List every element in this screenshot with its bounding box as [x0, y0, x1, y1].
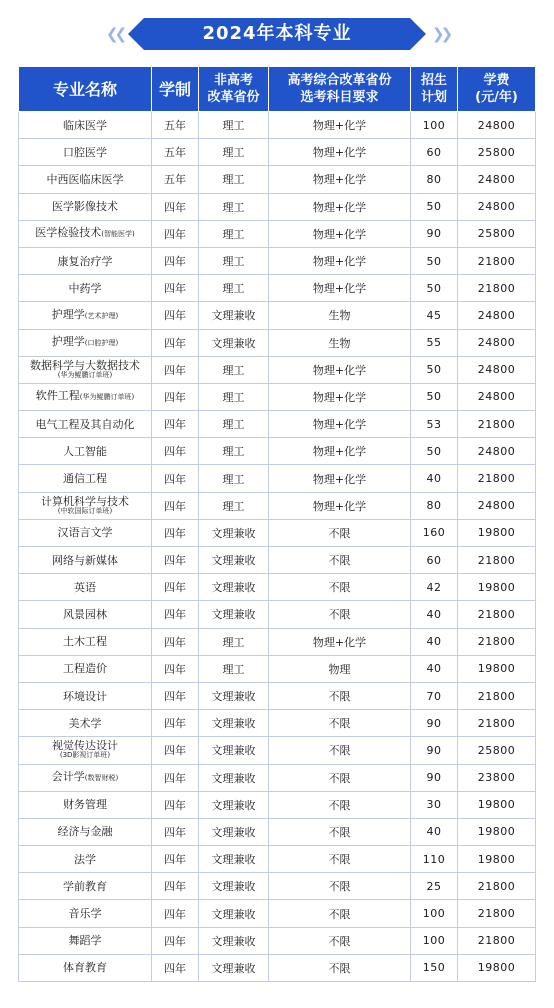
- major-name-cell: [19, 574, 152, 601]
- table-row: [19, 737, 536, 764]
- quota-cell: 100: [411, 900, 458, 927]
- duration-cell: 四年: [152, 682, 199, 709]
- table-row: [19, 682, 536, 709]
- header-tuition-line1: 学费: [483, 73, 510, 88]
- quota-cell: 60: [411, 139, 458, 166]
- table-row: [19, 655, 536, 682]
- major-name: 舞蹈学: [68, 934, 102, 948]
- quota-cell: 50: [411, 383, 458, 410]
- requirement-cell: 物理+化学: [269, 383, 411, 410]
- quota-cell: 40: [411, 818, 458, 845]
- requirement-cell: 物理+化学: [269, 193, 411, 220]
- major-name: 康复治疗学: [57, 254, 113, 268]
- major-name-cell: [19, 465, 152, 492]
- duration-cell: 四年: [152, 329, 199, 356]
- major-name-cell: [19, 112, 152, 139]
- major-name-cell: [19, 383, 152, 410]
- duration-cell: 四年: [152, 465, 199, 492]
- major-name-cell: [19, 411, 152, 438]
- table-row: [19, 574, 536, 601]
- duration-cell: 四年: [152, 411, 199, 438]
- category-cell: 理工: [199, 112, 269, 139]
- major-note: (3D影视订单班): [59, 751, 111, 760]
- duration-cell: 四年: [152, 438, 199, 465]
- table-row: [19, 601, 536, 628]
- quota-cell: 160: [411, 519, 458, 546]
- requirement-cell: 不限: [269, 737, 411, 764]
- quota-cell: 50: [411, 275, 458, 302]
- quota-cell: 40: [411, 601, 458, 628]
- duration-cell: 四年: [152, 710, 199, 737]
- table-row: [19, 791, 536, 818]
- double-chevron-left-icon: ❮❮: [106, 25, 124, 43]
- tuition-cell: 21800: [458, 900, 536, 927]
- category-cell: 理工: [199, 465, 269, 492]
- category-cell: 文理兼收: [199, 547, 269, 574]
- category-cell: 文理兼收: [199, 927, 269, 954]
- major-name: 美术学: [68, 716, 102, 730]
- table-row: [19, 383, 536, 410]
- quota-cell: 25: [411, 873, 458, 900]
- requirement-cell: 不限: [269, 682, 411, 709]
- duration-cell: 四年: [152, 628, 199, 655]
- table-row: [19, 465, 536, 492]
- tuition-cell: 21800: [458, 927, 536, 954]
- major-name: 通信工程: [63, 472, 107, 486]
- tuition-cell: 19800: [458, 818, 536, 845]
- category-cell: 理工: [199, 492, 269, 519]
- major-name-cell: [19, 329, 152, 356]
- tuition-cell: 21800: [458, 411, 536, 438]
- tuition-cell: 21800: [458, 465, 536, 492]
- duration-cell: 四年: [152, 791, 199, 818]
- major-name-cell: [19, 628, 152, 655]
- header-tuition: [458, 67, 536, 112]
- header-non-reform-line2: 改革省份: [207, 90, 260, 105]
- major-name-cell: [19, 519, 152, 546]
- category-cell: 理工: [199, 411, 269, 438]
- category-cell: 文理兼收: [199, 710, 269, 737]
- tuition-cell: 21800: [458, 247, 536, 274]
- tuition-cell: 24800: [458, 383, 536, 410]
- major-name-cell: [19, 655, 152, 682]
- category-cell: 理工: [199, 220, 269, 247]
- major-name-cell: [19, 247, 152, 274]
- quota-cell: 90: [411, 710, 458, 737]
- duration-cell: 四年: [152, 247, 199, 274]
- tuition-cell: 19800: [458, 519, 536, 546]
- category-cell: 文理兼收: [199, 791, 269, 818]
- major-name-cell: [19, 764, 152, 791]
- tuition-cell: 19800: [458, 574, 536, 601]
- major-name-cell: [19, 682, 152, 709]
- table-row: [19, 302, 536, 329]
- category-cell: 理工: [199, 383, 269, 410]
- requirement-cell: 不限: [269, 574, 411, 601]
- quota-cell: 50: [411, 193, 458, 220]
- major-name: 财务管理: [63, 798, 107, 812]
- quota-cell: 100: [411, 112, 458, 139]
- tuition-cell: 24800: [458, 112, 536, 139]
- quota-cell: 40: [411, 628, 458, 655]
- duration-cell: 四年: [152, 818, 199, 845]
- quota-cell: 150: [411, 954, 458, 981]
- major-name-cell: [19, 356, 152, 383]
- major-name: 中西医临床医学: [46, 172, 124, 186]
- major-name-cell: [19, 601, 152, 628]
- quota-cell: 40: [411, 465, 458, 492]
- category-cell: 理工: [199, 356, 269, 383]
- major-name: 医学检验技术: [35, 226, 102, 240]
- table-row: [19, 492, 536, 519]
- quota-cell: 80: [411, 492, 458, 519]
- duration-cell: 四年: [152, 383, 199, 410]
- duration-cell: 四年: [152, 356, 199, 383]
- table-row: [19, 438, 536, 465]
- category-cell: 文理兼收: [199, 574, 269, 601]
- requirement-cell: 物理+化学: [269, 247, 411, 274]
- requirement-cell: 不限: [269, 818, 411, 845]
- major-name-cell: [19, 818, 152, 845]
- tuition-cell: 24800: [458, 492, 536, 519]
- table-row: [19, 628, 536, 655]
- requirement-cell: 物理+化学: [269, 166, 411, 193]
- requirement-cell: 物理+化学: [269, 465, 411, 492]
- major-name-cell: [19, 139, 152, 166]
- category-cell: 理工: [199, 438, 269, 465]
- category-cell: 文理兼收: [199, 329, 269, 356]
- header-non-reform-provinces: [199, 67, 269, 112]
- tuition-cell: 24800: [458, 329, 536, 356]
- requirement-cell: 物理+化学: [269, 356, 411, 383]
- header-quota-line2: 计划: [420, 90, 447, 105]
- category-cell: 文理兼收: [199, 900, 269, 927]
- major-name-cell: [19, 737, 152, 764]
- quota-cell: 90: [411, 764, 458, 791]
- major-name: 口腔医学: [63, 145, 107, 159]
- major-name-cell: [19, 302, 152, 329]
- major-name-cell: [19, 275, 152, 302]
- tuition-cell: 24800: [458, 438, 536, 465]
- major-note: (数智财税): [84, 774, 119, 783]
- table-row: [19, 547, 536, 574]
- table-row: [19, 710, 536, 737]
- table-row: [19, 329, 536, 356]
- duration-cell: 四年: [152, 846, 199, 873]
- tuition-cell: 21800: [458, 601, 536, 628]
- category-cell: 理工: [199, 139, 269, 166]
- major-name: 会计学: [51, 770, 85, 784]
- requirement-cell: 物理+化学: [269, 492, 411, 519]
- category-cell: 文理兼收: [199, 519, 269, 546]
- tuition-cell: 24800: [458, 302, 536, 329]
- quota-cell: 110: [411, 846, 458, 873]
- duration-cell: 四年: [152, 547, 199, 574]
- tuition-cell: 21800: [458, 710, 536, 737]
- requirement-cell: 不限: [269, 927, 411, 954]
- requirement-cell: 不限: [269, 710, 411, 737]
- duration-cell: 五年: [152, 166, 199, 193]
- quota-cell: 42: [411, 574, 458, 601]
- major-name: 经济与金融: [57, 825, 113, 839]
- duration-cell: 四年: [152, 900, 199, 927]
- duration-cell: 四年: [152, 954, 199, 981]
- major-name-cell: [19, 791, 152, 818]
- tuition-cell: 25800: [458, 220, 536, 247]
- quota-cell: 45: [411, 302, 458, 329]
- quota-cell: 53: [411, 411, 458, 438]
- major-name: 土木工程: [63, 635, 107, 649]
- category-cell: 文理兼收: [199, 818, 269, 845]
- major-name: 音乐学: [68, 907, 102, 921]
- table-row: [19, 166, 536, 193]
- requirement-cell: 物理+化学: [269, 112, 411, 139]
- category-cell: 文理兼收: [199, 846, 269, 873]
- major-name: 法学: [74, 852, 96, 866]
- duration-cell: 四年: [152, 601, 199, 628]
- requirement-cell: 物理: [269, 655, 411, 682]
- duration-cell: 四年: [152, 873, 199, 900]
- tuition-cell: 19800: [458, 846, 536, 873]
- tuition-cell: 19800: [458, 954, 536, 981]
- major-note: (口腔护理): [84, 339, 119, 348]
- category-cell: 理工: [199, 655, 269, 682]
- table-row: [19, 900, 536, 927]
- major-name-cell: [19, 710, 152, 737]
- tuition-cell: 25800: [458, 139, 536, 166]
- major-name: 汉语言文学: [57, 526, 113, 540]
- major-name: 数据科学与大数据技术: [30, 358, 140, 372]
- table-row: [19, 220, 536, 247]
- major-note: (智能医学): [101, 230, 135, 239]
- table-row: [19, 873, 536, 900]
- major-name: 护理学: [51, 307, 85, 321]
- table-row: [19, 139, 536, 166]
- quota-cell: 50: [411, 356, 458, 383]
- major-note: (华为鲲鹏订单班): [79, 393, 135, 402]
- tuition-cell: 19800: [458, 791, 536, 818]
- quota-cell: 50: [411, 247, 458, 274]
- duration-cell: 四年: [152, 492, 199, 519]
- major-name: 环境设计: [63, 689, 107, 703]
- duration-cell: 四年: [152, 275, 199, 302]
- duration-cell: 四年: [152, 220, 199, 247]
- header-enrollment-quota: [411, 67, 458, 112]
- major-name: 网络与新媒体: [52, 553, 118, 567]
- requirement-cell: 物理+化学: [269, 411, 411, 438]
- duration-cell: 四年: [152, 764, 199, 791]
- tuition-cell: 21800: [458, 275, 536, 302]
- category-cell: 理工: [199, 166, 269, 193]
- header-quota-line1: 招生: [420, 73, 447, 88]
- category-cell: 理工: [199, 247, 269, 274]
- table-row: [19, 764, 536, 791]
- table-row: [19, 193, 536, 220]
- major-name: 学前教育: [63, 879, 107, 893]
- duration-cell: 四年: [152, 193, 199, 220]
- header-reform-requirements: [269, 67, 411, 112]
- table-row: [19, 846, 536, 873]
- majors-table: [18, 66, 536, 982]
- major-name-cell: [19, 954, 152, 981]
- major-name: 电气工程及其自动化: [35, 417, 135, 431]
- major-name-cell: [19, 873, 152, 900]
- tuition-cell: 24800: [458, 356, 536, 383]
- tuition-cell: 24800: [458, 166, 536, 193]
- quota-cell: 50: [411, 438, 458, 465]
- duration-cell: 四年: [152, 302, 199, 329]
- quota-cell: 100: [411, 927, 458, 954]
- table-row: [19, 112, 536, 139]
- tuition-cell: 25800: [458, 737, 536, 764]
- requirement-cell: 物理+化学: [269, 628, 411, 655]
- tuition-cell: 24800: [458, 193, 536, 220]
- requirement-cell: 物理+化学: [269, 220, 411, 247]
- quota-cell: 90: [411, 737, 458, 764]
- duration-cell: 四年: [152, 927, 199, 954]
- requirement-cell: 物理+化学: [269, 438, 411, 465]
- duration-cell: 四年: [152, 519, 199, 546]
- category-cell: 理工: [199, 193, 269, 220]
- major-name-cell: [19, 927, 152, 954]
- major-name: 医学影像技术: [52, 200, 118, 214]
- major-name: 计算机科学与技术: [41, 494, 129, 508]
- category-cell: 文理兼收: [199, 682, 269, 709]
- table-row: [19, 519, 536, 546]
- requirement-cell: 不限: [269, 846, 411, 873]
- quota-cell: 90: [411, 220, 458, 247]
- requirement-cell: 不限: [269, 954, 411, 981]
- quota-cell: 60: [411, 547, 458, 574]
- requirement-cell: 不限: [269, 601, 411, 628]
- requirement-cell: 物理+化学: [269, 139, 411, 166]
- major-note: (艺术护理): [84, 311, 119, 320]
- requirement-cell: 不限: [269, 764, 411, 791]
- major-name: 软件工程: [35, 389, 80, 403]
- major-name-cell: [19, 166, 152, 193]
- major-name: 体育教育: [63, 961, 107, 975]
- category-cell: 理工: [199, 275, 269, 302]
- requirement-cell: 不限: [269, 873, 411, 900]
- table-row: [19, 356, 536, 383]
- major-name-cell: [19, 220, 152, 247]
- table-row: [19, 927, 536, 954]
- header-tuition-line2: (元/年): [475, 90, 518, 105]
- major-name-cell: [19, 193, 152, 220]
- table-row: [19, 411, 536, 438]
- page-title: 2024年本科专业: [202, 23, 352, 44]
- category-cell: 文理兼收: [199, 954, 269, 981]
- title-banner: [0, 14, 554, 54]
- major-name: 临床医学: [63, 118, 107, 132]
- major-name: 人工智能: [63, 444, 107, 458]
- major-name: 工程造价: [63, 662, 107, 676]
- major-name: 中药学: [68, 281, 102, 295]
- major-name: 视觉传达设计: [52, 739, 118, 753]
- quota-cell: 80: [411, 166, 458, 193]
- major-name: 护理学: [51, 335, 85, 349]
- major-name-cell: [19, 846, 152, 873]
- requirement-cell: 不限: [269, 519, 411, 546]
- requirement-cell: 不限: [269, 791, 411, 818]
- category-cell: 文理兼收: [199, 737, 269, 764]
- tuition-cell: 21800: [458, 682, 536, 709]
- tuition-cell: 19800: [458, 655, 536, 682]
- duration-cell: 五年: [152, 139, 199, 166]
- major-note: (华为鲲鹏订单班): [57, 370, 113, 379]
- requirement-cell: 生物: [269, 329, 411, 356]
- major-name-cell: [19, 547, 152, 574]
- table-header-row: [19, 67, 536, 112]
- tuition-cell: 21800: [458, 547, 536, 574]
- major-name-cell: [19, 492, 152, 519]
- major-note: (中软国际订单班): [57, 506, 113, 515]
- quota-cell: 70: [411, 682, 458, 709]
- tuition-cell: 21800: [458, 873, 536, 900]
- duration-cell: 四年: [152, 574, 199, 601]
- category-cell: 文理兼收: [199, 601, 269, 628]
- major-name-cell: [19, 438, 152, 465]
- quota-cell: 30: [411, 791, 458, 818]
- duration-cell: 五年: [152, 112, 199, 139]
- category-cell: 文理兼收: [199, 764, 269, 791]
- quota-cell: 40: [411, 655, 458, 682]
- quota-cell: 55: [411, 329, 458, 356]
- tuition-cell: 21800: [458, 628, 536, 655]
- table-row: [19, 275, 536, 302]
- major-name-cell: [19, 900, 152, 927]
- header-major-name: 专业名称: [19, 67, 152, 112]
- header-reform-line1: 高考综合改革省份: [287, 73, 392, 88]
- requirement-cell: 不限: [269, 900, 411, 927]
- category-cell: 文理兼收: [199, 873, 269, 900]
- category-cell: 文理兼收: [199, 302, 269, 329]
- major-name: 风景园林: [63, 607, 107, 621]
- header-non-reform-line1: 非高考: [213, 73, 253, 88]
- header-duration: 学制: [152, 67, 199, 112]
- double-chevron-right-icon: ❯❯: [432, 25, 450, 43]
- requirement-cell: 物理+化学: [269, 275, 411, 302]
- table-row: [19, 818, 536, 845]
- major-name: 英语: [74, 580, 96, 594]
- table-row: [19, 247, 536, 274]
- duration-cell: 四年: [152, 737, 199, 764]
- header-reform-line2: 选考科目要求: [300, 90, 379, 105]
- table-row: [19, 954, 536, 981]
- duration-cell: 四年: [152, 655, 199, 682]
- tuition-cell: 23800: [458, 764, 536, 791]
- requirement-cell: 不限: [269, 547, 411, 574]
- category-cell: 理工: [199, 628, 269, 655]
- requirement-cell: 生物: [269, 302, 411, 329]
